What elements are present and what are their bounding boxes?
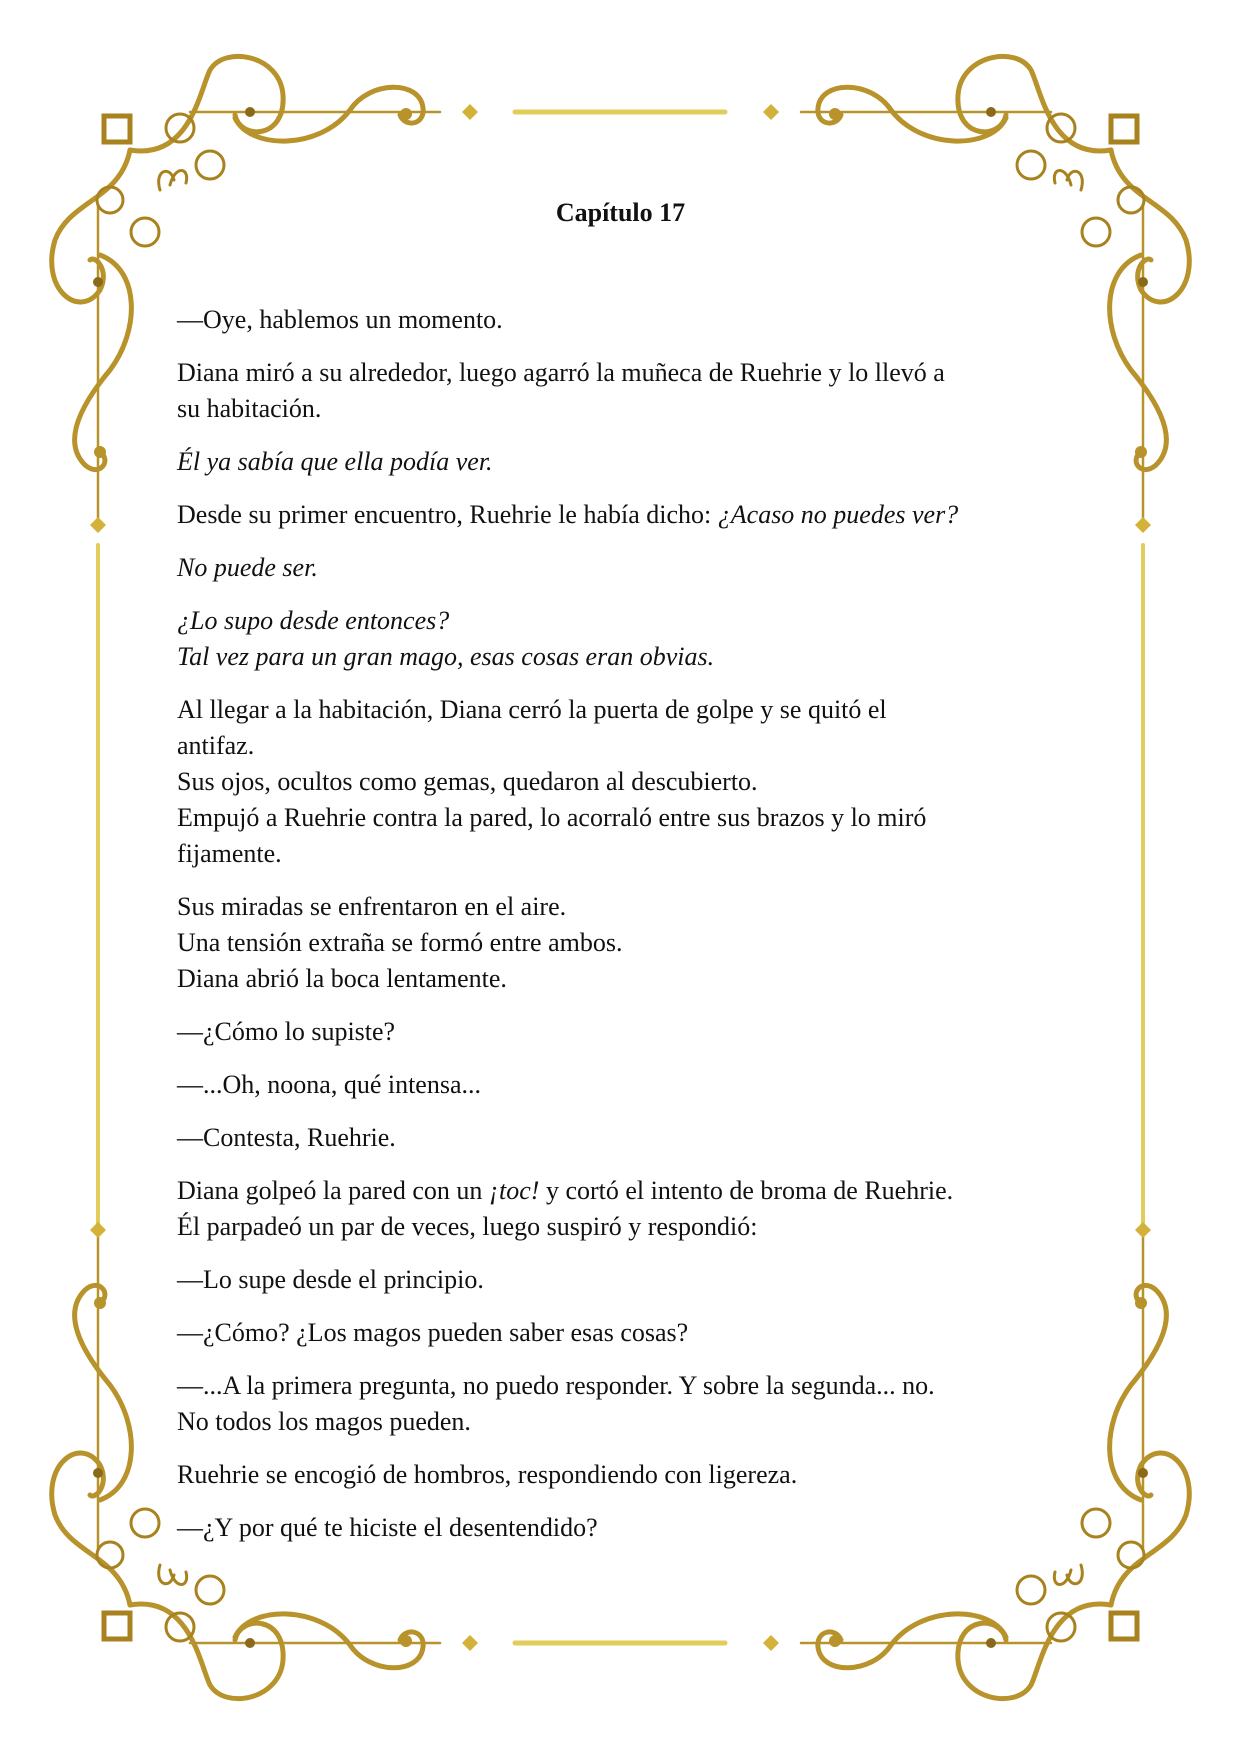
italic-text-run: No puede ser. [177,553,318,582]
text-run: Sus miradas se enfrentaron en el aire. [177,892,567,921]
paragraph [177,1368,1077,1440]
text-run: —¿Y por qué te hiciste el desentendido? [177,1513,598,1542]
text-run: Desde su primer encuentro, Ruehrie le había dicho: [177,500,718,529]
text-run: Sus ojos, ocultos como gemas, quedaron al descubierto. [177,767,758,796]
paragraph [177,1315,1077,1351]
text-line [177,800,1077,836]
text-run: Ruehrie se encogió de hombros, respondiendo con ligereza. [177,1460,798,1489]
text-line [177,764,1077,800]
paragraph [177,1014,1077,1050]
text-line [177,1510,1077,1546]
paragraph [177,603,1077,675]
paragraph [177,497,1077,533]
paragraph [177,1067,1077,1103]
paragraph [177,444,1077,480]
text-run: —¿Cómo lo supiste? [177,1017,396,1046]
text-run: Diana golpeó la pared con un [177,1176,489,1205]
text-line [177,1315,1077,1351]
text-line [177,1368,1077,1404]
text-line [177,391,1077,427]
text-run: su habitación. [177,394,322,423]
text-run: Él parpadeó un par de veces, luego suspiró y respondió: [177,1212,758,1241]
text-run: fijamente. [177,839,282,868]
paragraph [177,550,1077,586]
text-line [177,836,1077,872]
paragraph [177,1120,1077,1156]
chapter-body [177,302,1077,1563]
text-run: Una tensión extraña se formó entre ambos. [177,928,623,957]
text-line [177,1457,1077,1493]
paragraph [177,889,1077,997]
text-run: Diana abrió la boca lentamente. [177,964,507,993]
italic-text-run: Él ya sabía que ella podía ver. [177,447,493,476]
text-line [177,1209,1077,1245]
text-line [177,550,1077,586]
italic-text-run: ¿Lo supo desde entonces? [177,606,450,635]
text-run: No todos los magos pueden. [177,1407,471,1436]
italic-text-run: ¡toc! [488,1176,540,1205]
text-line [177,961,1077,997]
chapter-title: Capítulo 17 [555,198,686,227]
text-line [177,692,1077,728]
text-line [177,1067,1077,1103]
text-run: —Lo supe desde el principio. [177,1265,484,1294]
text-line [177,639,1077,675]
italic-text-run: ¿Acaso no puedes ver? [717,500,959,529]
text-run: —Oye, hablemos un momento. [177,305,503,334]
text-line [177,497,1077,533]
text-line [177,302,1077,338]
paragraph [177,1262,1077,1298]
text-run: —...Oh, noona, qué intensa... [177,1070,482,1099]
text-line [177,603,1077,639]
paragraph [177,1173,1077,1245]
text-run: antifaz. [177,731,255,760]
text-line [177,1173,1077,1209]
text-line [177,1014,1077,1050]
paragraph [177,355,1077,427]
text-line [177,355,1077,391]
text-run: Diana miró a su alrededor, luego agarró la muñeca de Ruehrie y lo llevó a [177,358,945,387]
text-line [177,925,1077,961]
italic-text-run: Tal vez para un gran mago, esas cosas eran obvias. [177,642,715,671]
text-run: —¿Cómo? ¿Los magos pueden saber esas cosas? [177,1318,689,1347]
text-line [177,728,1077,764]
text-line [177,1120,1077,1156]
paragraph [177,302,1077,338]
text-line [177,444,1077,480]
text-line [177,1262,1077,1298]
text-line [177,1404,1077,1440]
paragraph [177,1510,1077,1546]
text-run: —Contesta, Ruehrie. [177,1123,396,1152]
paragraph [177,692,1077,872]
text-line [177,889,1077,925]
text-run: y cortó el intento de broma de Ruehrie. [539,1176,954,1205]
text-run: —...A la primera pregunta, no puedo responder. Y sobre la segunda... no. [177,1371,935,1400]
paragraph [177,1457,1077,1493]
text-run: Al llegar a la habitación, Diana cerró la puerta de golpe y se quitó el [177,695,887,724]
text-run: Empujó a Ruehrie contra la pared, lo acorraló entre sus brazos y lo miró [177,803,927,832]
